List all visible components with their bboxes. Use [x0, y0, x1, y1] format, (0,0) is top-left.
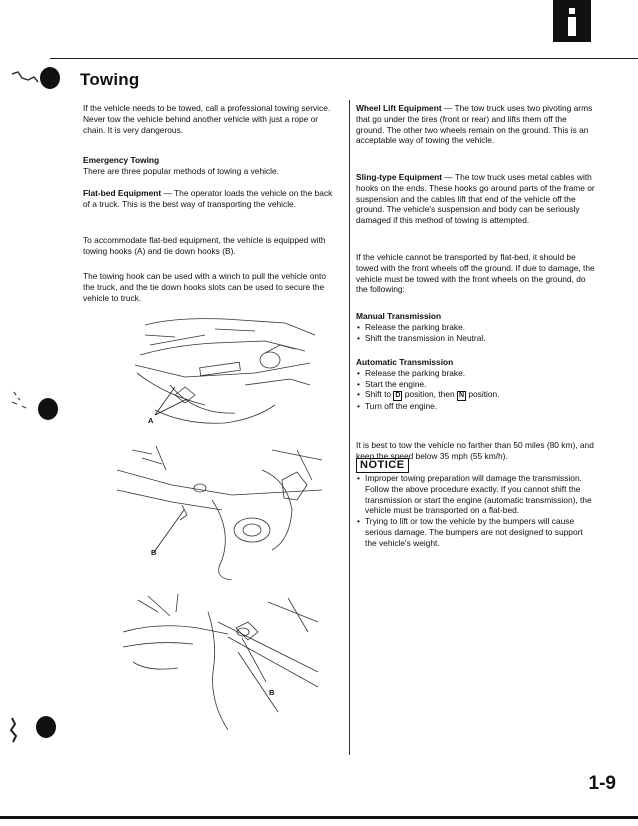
towing-hook-illustration	[115, 315, 325, 430]
sling-paragraph	[356, 172, 596, 226]
manual-transmission-block	[356, 311, 596, 343]
column-divider	[349, 100, 350, 755]
notice-block	[356, 458, 596, 549]
hook-text: The towing hook can be used with a winch to pull the vehicle onto the truck, and the tie down hooks slots can be used to secure the vehicle to truck.	[83, 271, 327, 303]
binder-hole-mark	[40, 67, 60, 89]
wheel-lift-paragraph	[356, 103, 596, 146]
binder-hole-mark	[36, 716, 56, 738]
wheel-lift-text: — The tow truck uses two pivoting arms that go under the tires (front or rear) and lifts them off the ground. The other two wheels remain on the ground. This is an acceptable way of towing the vehicle.	[356, 103, 593, 146]
auto-heading: Automatic Transmission	[356, 357, 454, 367]
list-item: • Start the engine.	[356, 379, 596, 390]
tie-down-hook-front-illustration	[112, 440, 327, 580]
notice-badge: NOTICE	[356, 458, 409, 473]
cannot-flatbed-text: If the vehicle cannot be transported by flat-bed, it should be towed with the front wheels off the ground. If due to damage, the vehicle must be towed with the front wheels on the ground, do the following:	[356, 252, 595, 295]
accommodate-paragraph	[83, 235, 335, 257]
list-item: • Trying to lift or tow the vehicle by the bumpers will cause serious damage. The bumpers are not designed to support the vehicle's weight.	[356, 516, 596, 548]
emergency-text: There are three popular methods of towing a vehicle.	[83, 165, 279, 176]
list-item: • Improper towing preparation will damage the transmission. Follow the above procedure exactly. If you cannot shift the transmission or start the engine (automatic transmission), the vehicle must be transported on a flat-bed.	[356, 473, 596, 516]
section-title: Towing	[80, 70, 140, 89]
list-item: • Release the parking brake.	[356, 368, 596, 379]
tie-down-hook-rear-illustration	[118, 592, 323, 732]
manual-heading: Manual Transmission	[356, 311, 442, 321]
binder-smudge	[10, 70, 40, 86]
accommodate-text: To accommodate flat-bed equipment, the vehicle is equipped with towing hooks (A) and tie down hooks (B).	[83, 235, 326, 256]
page-number: 1-9	[588, 773, 616, 794]
flatbed-text: — The operator loads the vehicle on the back of a truck. This is the best way of transporting the vehicle.	[83, 188, 333, 209]
list-item: • Release the parking brake.	[356, 322, 596, 333]
binder-hole-mark	[38, 398, 58, 420]
intro-text: If the vehicle needs to be towed, call a professional towing service. Never tow the vehicle behind another vehicle with just a rope or chain. It is very dangerous.	[83, 103, 331, 135]
cannot-flatbed-paragraph	[356, 252, 596, 295]
sling-text: — The tow truck uses metal cables with hooks on the ends. These hooks go around parts of the frame or suspension and the cables lift that end of the vehicle off the ground. The vehicle's suspension and body can be seriously damaged if this method of towing is attempted.	[356, 172, 595, 226]
intro-paragraph	[83, 103, 335, 135]
flatbed-term: Flat-bed Equipment	[83, 188, 162, 198]
sling-term: Sling-type Equipment	[356, 172, 443, 182]
info-icon	[553, 0, 591, 42]
footer-rule	[0, 816, 638, 819]
label-b-rear: B	[269, 688, 275, 697]
flatbed-paragraph	[83, 188, 335, 210]
emergency-heading: Emergency Towing	[83, 155, 160, 165]
binder-smudge	[8, 388, 34, 412]
binder-smudge	[6, 716, 26, 744]
header-rule	[50, 58, 638, 59]
hook-paragraph	[83, 271, 335, 303]
label-a: A	[148, 416, 154, 425]
list-item: • Shift the transmission in Neutral.	[356, 333, 596, 344]
list-item: • Turn off the engine.	[356, 401, 596, 412]
shift-d-indicator: D	[395, 392, 401, 400]
wheel-lift-term: Wheel Lift Equipment	[356, 103, 442, 113]
label-b-front: B	[151, 548, 157, 557]
automatic-transmission-block	[356, 357, 596, 412]
list-item: • Shift to D position, then N position.	[356, 389, 596, 401]
emergency-towing-block	[83, 155, 335, 177]
distance-text: It is best to tow the vehicle no farther than 50 miles (80 km), and keep the speed below 35 mph (55 km/h).	[356, 440, 594, 461]
shift-n-indicator: N	[458, 392, 465, 400]
